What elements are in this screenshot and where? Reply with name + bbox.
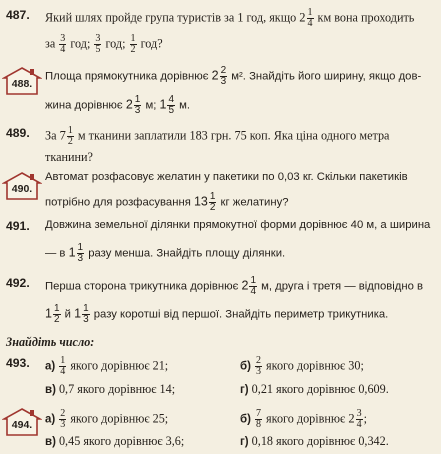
problem-494-row-2: [0, 434, 441, 454]
problem-489-line-1: [0, 126, 441, 146]
problem-text: разу менша. Знайдіть площу ділянки.: [85, 247, 286, 260]
mixed-whole: 2: [299, 10, 306, 25]
problem-text: й: [61, 308, 75, 321]
problem-number: 492.: [6, 276, 30, 290]
problem-494-row-1: [0, 409, 441, 429]
item-text: ;: [363, 411, 367, 426]
mixed-whole: 13: [193, 194, 208, 209]
problem-492-line-2: [0, 304, 441, 324]
mixed-whole: 1: [159, 97, 167, 112]
fraction: $\frac{1}{2}$: [130, 33, 136, 55]
problem-text: за: [45, 36, 59, 51]
fraction: $\frac{4}{5}$: [168, 94, 175, 116]
item-label: б): [240, 413, 251, 426]
problem-text: м². Знайдіть його ширину, якщо дов-: [228, 70, 422, 83]
fraction: $\frac{7}{8}$: [255, 408, 261, 430]
problem-number: 488.: [11, 78, 33, 90]
problem-text: м, друга і третя — відповідно в: [258, 280, 424, 293]
item-label: в): [45, 384, 56, 396]
fraction: $\frac{1}{2}$: [67, 125, 73, 147]
problem-text: Автомат розфасовує желатин у пакетики по 0,03 кг. Скільки пакетиків: [45, 171, 408, 183]
fraction: $\frac{3}{4}$: [60, 33, 66, 55]
fraction: $\frac{1}{4}$: [60, 355, 66, 377]
problem-text: м;: [142, 99, 160, 112]
mixed-whole: 1: [68, 245, 76, 260]
problem-489-line-2: [0, 150, 441, 170]
problem-text: м.: [176, 99, 191, 112]
item-label: а): [45, 413, 56, 426]
problem-text: км вона проходить: [314, 10, 415, 25]
mixed-whole: 2: [241, 278, 249, 293]
problem-text: м тканини заплатили 183 грн. 75 коп. Яка ціна одного метра: [74, 128, 390, 143]
item-text: якого дорівнює 21;: [67, 358, 169, 373]
fraction: $\frac{1}{2}$: [209, 191, 216, 213]
problem-text: год;: [67, 36, 94, 51]
item-text: 0,7 якого дорівнює 14;: [58, 382, 176, 396]
fraction: $\frac{1}{4}$: [250, 275, 256, 297]
section-heading: Знайдіть число:: [6, 335, 95, 349]
item-text: 0,21 якого дорівнює 0,609.: [251, 382, 389, 396]
item-label: г): [240, 436, 249, 448]
item-text: якого дорівнює 25;: [67, 411, 169, 426]
mixed-whole: 2: [211, 68, 219, 83]
mixed-whole: 2: [348, 411, 355, 426]
problem-text: разу коротші від першої. Знайдіть периметр трикутника.: [90, 308, 389, 321]
problem-number: 494.: [11, 419, 33, 431]
item-label: б): [240, 360, 251, 373]
problem-487-line-2: [0, 34, 441, 54]
mixed-whole: 1: [45, 306, 52, 321]
fraction: $\frac{1}{2}$: [53, 303, 60, 325]
problem-488-line-2: [0, 95, 441, 115]
problem-text: год?: [137, 36, 163, 51]
problem-487-line-1: [0, 8, 441, 28]
problem-text: — в: [45, 247, 69, 260]
mixed-whole: 2: [125, 97, 133, 112]
problem-number: 490.: [11, 183, 33, 195]
problem-492-line-1: [0, 276, 441, 296]
item-text: 0,45 якого дорівнює 3,6;: [58, 434, 185, 448]
fraction: $\frac{3}{4}$: [356, 408, 362, 430]
mixed-whole: 1: [74, 306, 82, 321]
problem-text: Який шлях пройде група туристів за 1 год, якщо: [45, 10, 300, 25]
problem-text: Перша сторона трикутника дорівнює: [45, 280, 242, 293]
problem-text: кг желатину?: [217, 196, 289, 209]
problem-text: жина дорівнює: [45, 99, 126, 112]
problem-490-line-1: [0, 171, 441, 191]
problem-493-row-1: [0, 356, 441, 376]
item-text: якого дорівнює: [262, 411, 349, 426]
problem-text: Площа прямокутника дорівнює: [45, 70, 212, 83]
fraction: $\frac{2}{3}$: [255, 355, 261, 377]
problem-493-row-2: [0, 382, 441, 402]
item-text: 0,18 якого дорівнює 0,342.: [251, 434, 389, 448]
problem-text: Довжина земельної ділянки прямокутної форми дорівнює 40 м, а ширина: [45, 219, 431, 231]
mixed-whole: 7: [59, 128, 66, 143]
fraction: $\frac{2}{3}$: [60, 408, 66, 430]
problem-text: год;: [102, 36, 129, 51]
fraction: $\frac{3}{5}$: [95, 33, 101, 55]
problem-number: 491.: [6, 219, 30, 233]
fraction: $\frac{1}{3}$: [83, 303, 89, 325]
fraction: $\frac{2}{3}$: [220, 65, 227, 87]
fraction: $\frac{1}{4}$: [307, 7, 313, 29]
problem-490-line-2: [0, 192, 441, 212]
problem-number: 493.: [6, 356, 30, 370]
fraction: $\frac{1}{3}$: [77, 242, 84, 264]
item-text: якого дорівнює 30;: [262, 358, 364, 373]
problem-491-line-1: [0, 219, 441, 239]
problem-488-line-1: [0, 66, 441, 86]
problem-491-line-2: [0, 243, 441, 263]
problem-text: потрібно для розфасування: [45, 196, 194, 209]
problem-text: тканини?: [45, 150, 93, 164]
problem-number: 489.: [6, 126, 30, 140]
item-label: г): [240, 384, 249, 396]
fraction: $\frac{1}{3}$: [134, 94, 141, 116]
problem-text: За: [45, 128, 60, 143]
item-label: а): [45, 360, 56, 373]
problem-number: 487.: [6, 8, 30, 22]
item-label: в): [45, 436, 56, 448]
